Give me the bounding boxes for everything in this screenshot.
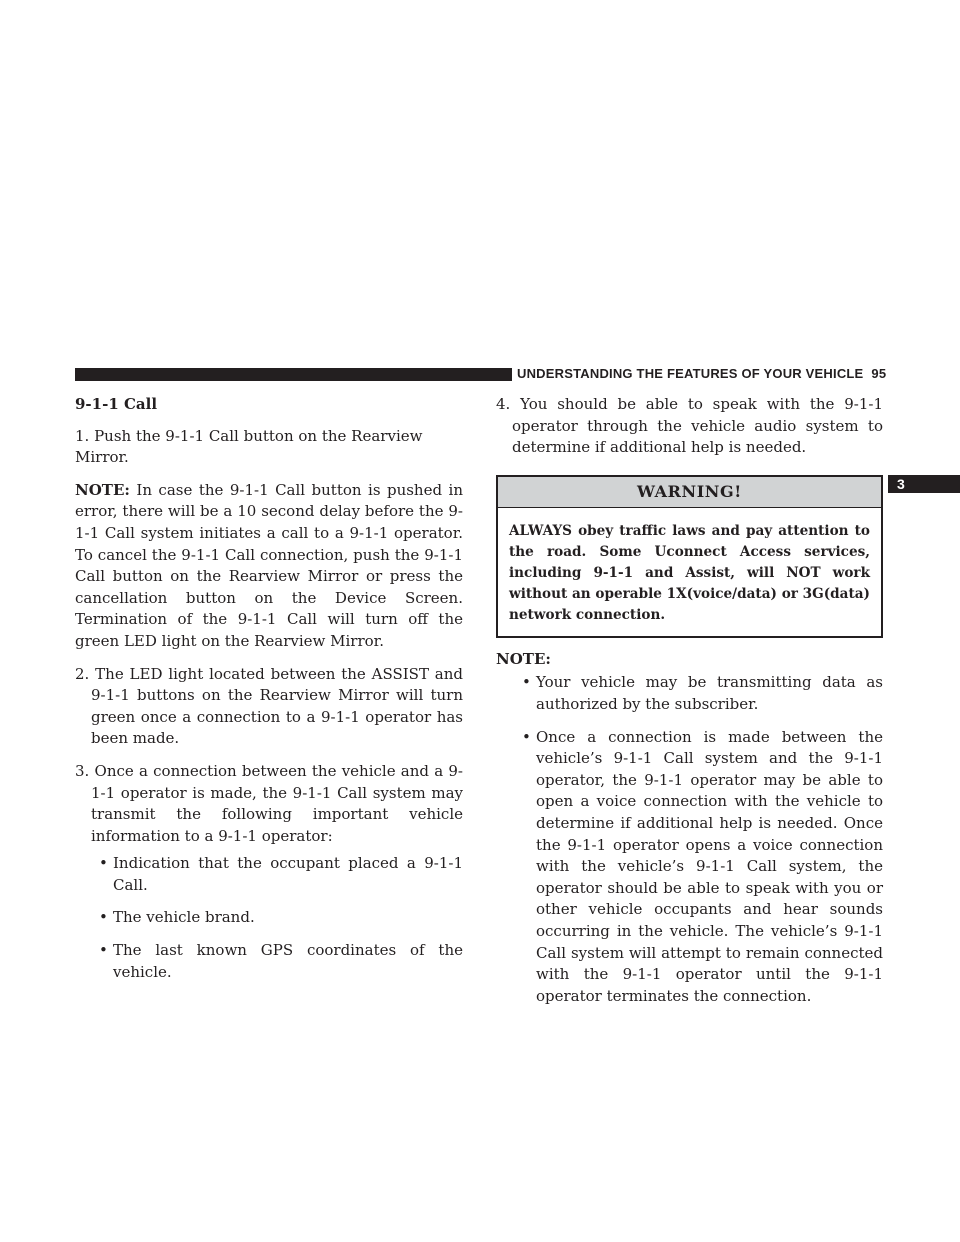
- step-2: 2. The LED light located between the ASSIST and 9-1-1 buttons on the Rearview Mirror will turn green once a connection to a 9-1-1 operator has been made.: [75, 664, 463, 748]
- chapter-tab: 3: [888, 475, 960, 493]
- header-title: UNDERSTANDING THE FEATURES OF YOUR VEHICLE: [517, 366, 864, 381]
- list-item: • The vehicle brand.: [97, 907, 463, 929]
- warning-box: [496, 475, 883, 638]
- list-item: • Once a connection is made between the vehicle’s 9-1-1 Call system and the 9-1-1 operator, the 9-1-1 operator may be able to open a voice connection with the vehicle to determine if additional help is needed. Once the 9-1-1 operator opens a voice connection with the vehicle’s 9-1-1 Call system, the operator should be able to speak with you or other vehicle occupants and hear sounds occurring in the vehicle. The vehicle’s 9-1-1 Call system will attempt to remain connected with the 9-1-1 operator until the 9-1-1 operator terminates the connection.: [522, 727, 883, 1005]
- transmitted-info-list: [97, 853, 463, 983]
- list-item: • The last known GPS coordinates of the vehicle.: [99, 941, 463, 981]
- section-heading: 9-1-1 Call: [75, 395, 158, 413]
- left-column: [75, 394, 463, 994]
- running-header: [512, 364, 891, 384]
- bullet-icon: •: [522, 727, 531, 746]
- right-column: [496, 394, 883, 1018]
- list-item: • Your vehicle may be transmitting data as authorized by the subscriber.: [522, 673, 883, 713]
- bullet-icon: •: [99, 941, 108, 960]
- warning-body: ALWAYS obey traffic laws and pay attention to the road. Some Uconnect Access services, including 9-1-1 and Assist, will NOT work without an operable 1X(voice/data) or 3G(data) network connection.: [509, 522, 870, 623]
- note-list: [520, 672, 883, 1007]
- step-4: 4. You should be able to speak with the 9-1-1 operator through the vehicle audio system to determine if additional help is needed.: [496, 395, 883, 457]
- note-text: In case the 9-1-1 Call button is pushed in error, there will be a 10 second delay before the 9-1-1 Call system initiates a call to a 9-1-1 operator. To cancel the 9-1-1 Call connection, push the 9-1-1 Call button on the Rearview Mirror or press the cancellation button on the Device Screen. Termination of the 9-1-1 Call will turn off the green LED light on the Rearview Mirror.: [75, 480, 463, 650]
- page-number: 95: [871, 366, 887, 381]
- step-3: 3. Once a connection between the vehicle and a 9-1-1 operator is made, the 9-1-1 Call system may transmit the following important vehicle information to a 9-1-1 operator:: [75, 761, 463, 845]
- warning-title: WARNING!: [498, 477, 881, 508]
- bullet-icon: •: [522, 673, 531, 692]
- note-heading: NOTE:: [496, 649, 551, 668]
- step-1: 1. Push the 9-1-1 Call button on the Rearview Mirror.: [75, 426, 423, 467]
- list-item: • Indication that the occupant placed a 9-1-1 Call.: [99, 854, 463, 894]
- bullet-icon: •: [99, 908, 108, 927]
- note-label: NOTE:: [75, 480, 130, 499]
- bullet-icon: •: [99, 854, 108, 873]
- note-paragraph: [75, 480, 463, 653]
